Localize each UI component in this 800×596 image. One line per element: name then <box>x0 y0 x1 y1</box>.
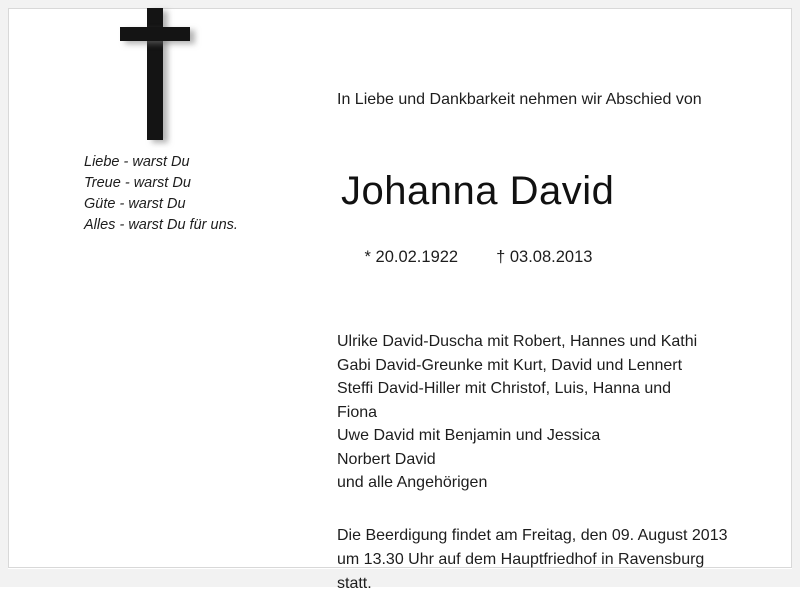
verse-line-1: Liebe - warst Du <box>84 154 190 170</box>
list-item: Uwe David mit Benjamin und Jessica <box>337 427 601 444</box>
list-item: Gabi David-Greunke mit Kurt, David und Lennert <box>337 356 683 374</box>
page-edge-top <box>0 0 800 8</box>
death-date: † 03.08.2013 <box>496 248 593 266</box>
page-edge-left <box>0 0 8 587</box>
list-item: Ulrike David-Duscha mit Robert, Hannes und Kathi <box>337 333 698 350</box>
intro-text: In Liebe und Dankbarkeit nehmen wir Abschied von <box>337 91 702 108</box>
memorial-verse <box>84 152 304 236</box>
verse-line-2: Treue - warst Du <box>84 175 191 191</box>
list-item: Norbert David <box>337 450 436 468</box>
cross-horizontal-bar <box>120 27 190 41</box>
verse-line-4: Alles - warst Du für uns. <box>84 217 238 233</box>
notice-main-column <box>337 88 757 596</box>
life-dates <box>337 229 757 286</box>
funeral-details: Die Beerdigung findet am Freitag, den 09. August 2013 um 13.30 Uhr auf dem Hauptfriedhof in Ravensburg statt. <box>337 526 728 592</box>
survivors-list <box>337 330 757 495</box>
list-item: Steffi David-Hiller mit Christof, Luis, Hanna und Fiona <box>337 380 672 421</box>
birth-date: * 20.02.1922 <box>364 248 459 266</box>
page-edge-right <box>792 0 800 587</box>
deceased-name: Johanna David <box>341 169 615 213</box>
cross-icon <box>120 8 210 140</box>
list-item: und alle Angehörigen <box>337 474 488 491</box>
verse-line-3: Güte - warst Du <box>84 196 186 212</box>
